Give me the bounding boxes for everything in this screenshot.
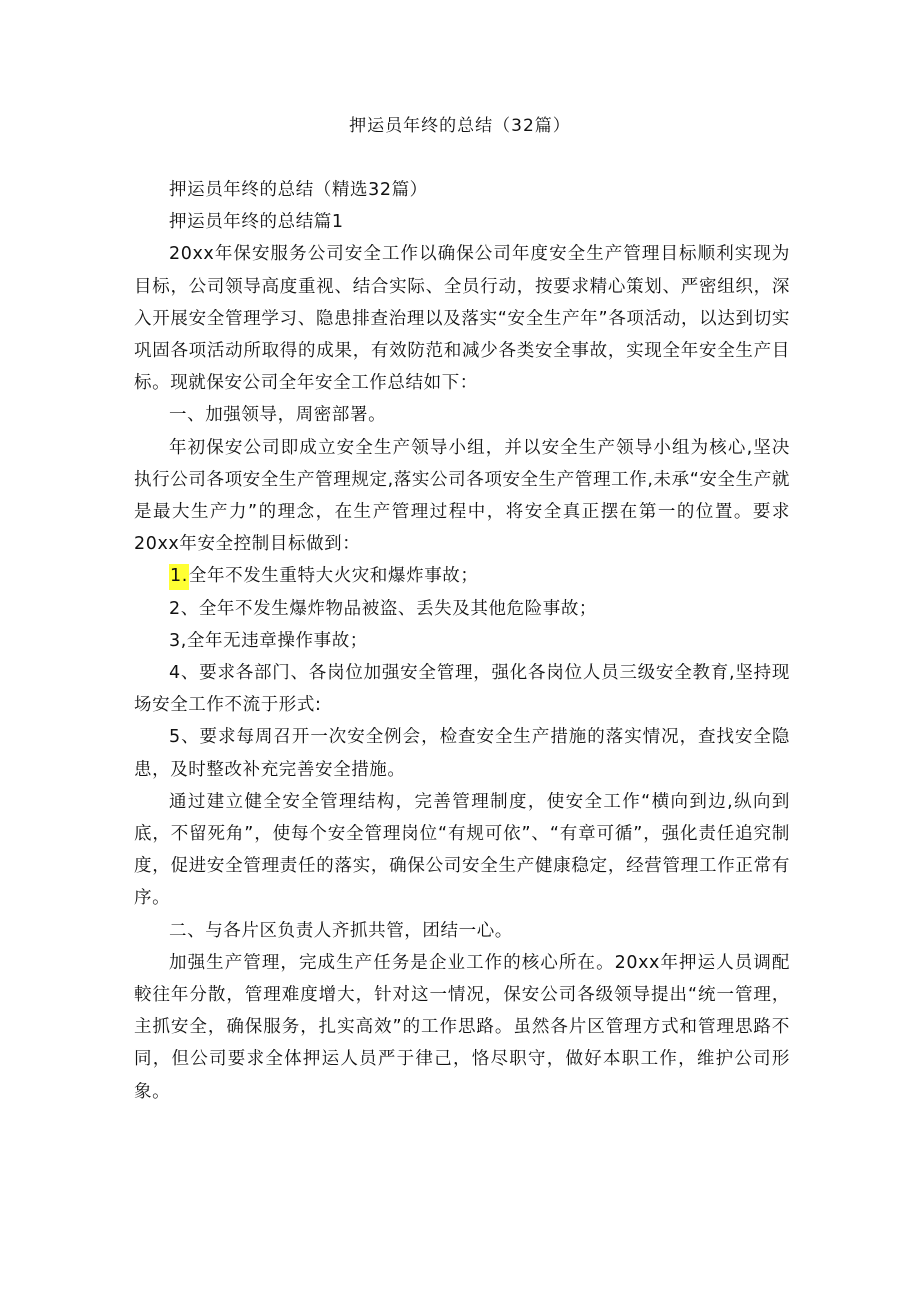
- paragraph-intro: 20xx年保安服务公司安全工作以确保公司年度安全生产管理目标顺利实现为目标，公司领导高度重视、结合实际、全员行动，按要求精心策划、严密组织，深入开展安全管理学习、隐患排查治理以及落实“安全生产年”各项活动，以达到切实巩固各项活动所取得的成果，有效防范和减少各类安全事故，实现全年安全生产目标。现就保安公司全年安全工作总结如下：: [134, 244, 790, 394]
- heading-one: 一、加强领导，周密部署。: [169, 405, 387, 426]
- paragraph-production: 加强生产管理，完成生产任务是企业工作的核心所在。20xx年押运人员调配較往年分散，管理难度增大，针对这一情况，保安公司各级领导提出“统一管理，主抓安全，确保服务，扎实高效”的工作思路。虽然各片区管理方式和管理思路不同，但公司要求全体押运人员严于律己，恪尽职守，做好本职工作，维护公司形象。: [134, 952, 790, 1102]
- list-item-3: 3,全年无违章操作事故；: [169, 630, 368, 651]
- section-heading: 押运员年终的总结篇1: [169, 212, 344, 233]
- document-body: [134, 174, 790, 1108]
- heading-two: 二、与各片区负责人齐抓共管，团结一心。: [169, 920, 513, 941]
- document-title: 押运员年终的总结（32篇）: [349, 116, 571, 136]
- list-item-4: 4、要求各部门、各岗位加强安全管理，强化各岗位人员三级安全教育,坚持现场安全工作不流于形式:: [134, 663, 790, 716]
- paragraph-structure: 通过建立健全安全管理结构，完善管理制度，使安全工作“横向到边,纵向到底，不留死角”，使每个安全管理岗位“有规可依”、“有章可循”，强化责任追究制度，促进安全管理责任的落实，确保公司安全生产健康稳定，经营管理工作正常有序。: [134, 791, 790, 909]
- list-item-1-text: 全年不发生重特大火灾和爆炸事故；: [188, 566, 479, 587]
- highlighted-marker: 1.: [169, 564, 189, 590]
- list-item-1: [134, 560, 790, 592]
- list-item-5: 5、要求每周召开一次安全例会，检查安全生产措施的落实情况，查找安全隐患，及时整改补充完善安全措施。: [134, 727, 790, 780]
- paragraph-leadership: 年初保安公司即成立安全生产领导小组，并以安全生产领导小组为核心,坚决执行公司各项安全生产管理规定,落实公司各项安全生产管理工作,未承“安全生产就是最大生产力”的理念，在生产管理过程中，将安全真正摆在第一的位置。要求20xx年安全控制目标做到：: [134, 437, 790, 555]
- list-item-2: 2、全年不发生爆炸物品被盗、丢失及其他危险事故；: [169, 598, 598, 619]
- document-subtitle: 押运员年终的总结（精选32篇）: [169, 180, 428, 200]
